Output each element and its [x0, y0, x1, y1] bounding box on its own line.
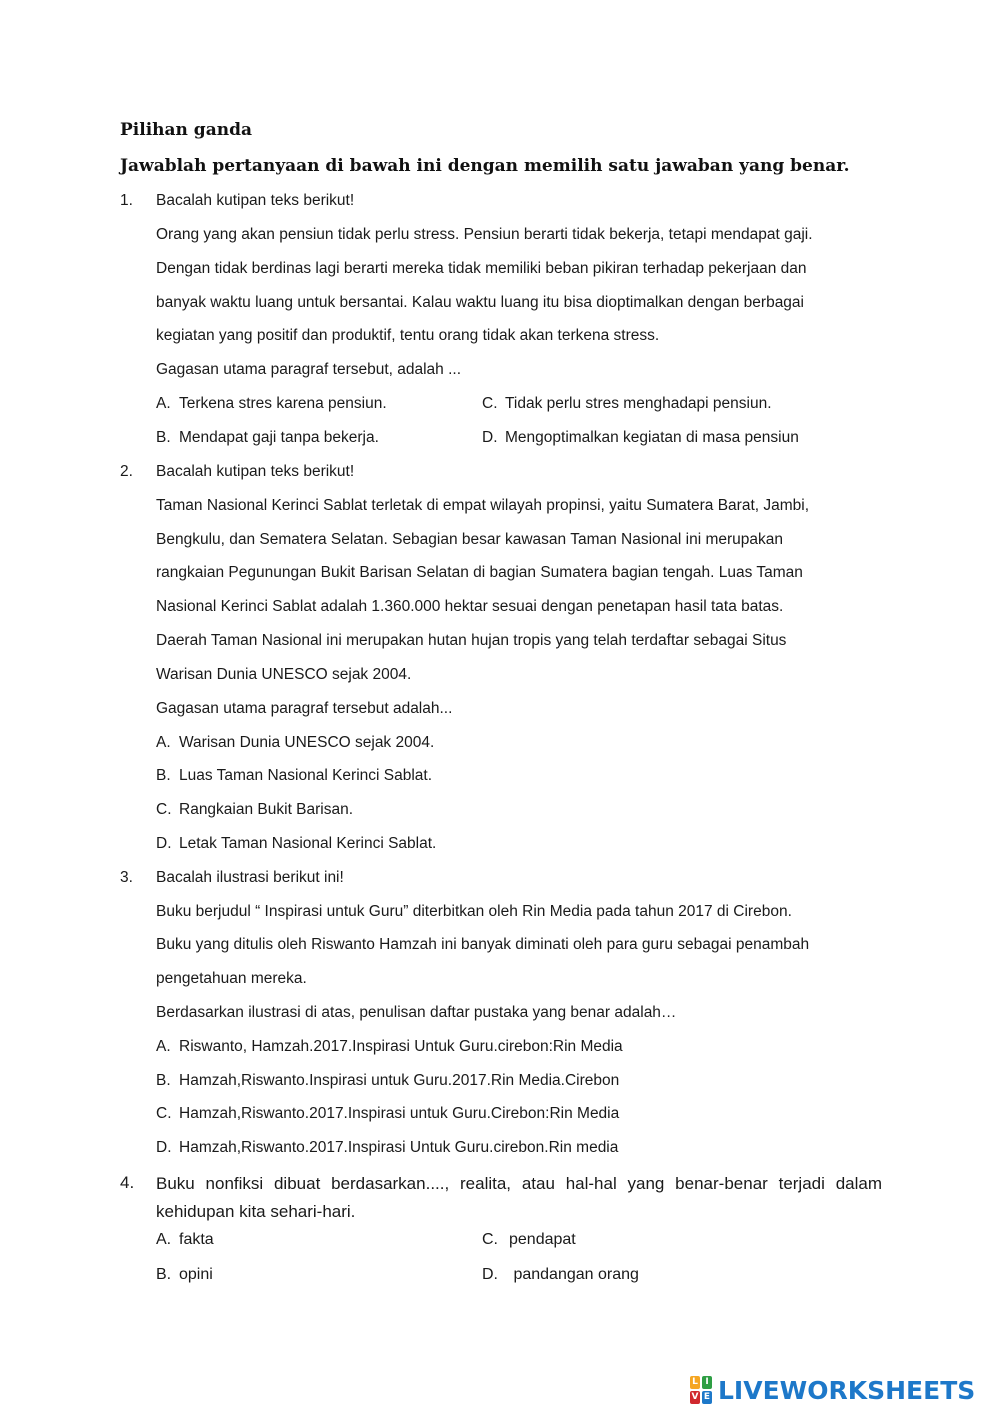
option-text: Mendapat gaji tanpa bekerja.: [179, 429, 379, 446]
option-text: Luas Taman Nasional Kerinci Sablat.: [179, 767, 433, 784]
section-title: Pilihan ganda: [120, 120, 252, 140]
option-a[interactable]: [156, 734, 434, 752]
option-a[interactable]: [156, 395, 387, 413]
logo-icon-tile: I: [702, 1376, 712, 1389]
option-letter: D.: [156, 1139, 172, 1156]
logo-icon-tile: L: [690, 1376, 700, 1389]
liveworksheets-logo-icon: [690, 1376, 712, 1404]
logo-text: LIVEWORKSHEETS: [718, 1375, 976, 1405]
option-letter: A.: [156, 1038, 171, 1055]
option-d[interactable]: [156, 1139, 618, 1157]
question-text: Berdasarkan ilustrasi di atas, penulisan daftar pustaka yang benar adalah…: [156, 1004, 677, 1021]
passage-line: kegiatan yang positif dan produktif, tentu orang tidak akan terkena stress.: [156, 327, 660, 344]
option-text: Hamzah,Riswanto.Inspirasi untuk Guru.2017.Rin Media.Cirebon: [179, 1072, 620, 1089]
option-b[interactable]: [156, 767, 432, 785]
question-number: 1.: [120, 192, 133, 209]
passage-line: Warisan Dunia UNESCO sejak 2004.: [156, 666, 412, 683]
passage-line: Dengan tidak berdinas lagi berarti mereka tidak memiliki beban pikiran terhadap pekerjaan dan: [156, 260, 807, 277]
question-text: Gagasan utama paragraf tersebut adalah...: [156, 700, 453, 717]
option-letter: B.: [156, 429, 171, 446]
option-text: Riswanto, Hamzah.2017.Inspirasi Untuk Guru.cirebon:Rin Media: [179, 1038, 623, 1055]
option-d[interactable]: [482, 1266, 639, 1284]
option-text: Letak Taman Nasional Kerinci Sablat.: [179, 835, 437, 852]
passage-line: Buku yang ditulis oleh Riswanto Hamzah ini banyak diminati oleh para guru sebagai penambah: [156, 936, 810, 953]
option-d[interactable]: [482, 429, 799, 447]
option-c[interactable]: [156, 1105, 619, 1123]
passage-line: Orang yang akan pensiun tidak perlu stress. Pensiun berarti tidak bekerja, tetapi mendapat gaji.: [156, 226, 813, 243]
passage-line: pengetahuan mereka.: [156, 970, 307, 987]
passage-line: Daerah Taman Nasional ini merupakan hutan hujan tropis yang telah terdaftar sebagai Situs: [156, 632, 787, 649]
passage-line: Nasional Kerinci Sablat adalah 1.360.000 hektar sesuai dengan penetapan hasil tata batas.: [156, 598, 784, 615]
option-letter: A.: [156, 1231, 172, 1248]
option-letter: D.: [156, 835, 172, 852]
option-letter: B.: [156, 1072, 171, 1089]
option-text: Hamzah,Riswanto.2017.Inspirasi Untuk Guru.cirebon.Rin media: [179, 1139, 619, 1156]
option-text: Hamzah,Riswanto.2017.Inspirasi untuk Guru.Cirebon:Rin Media: [179, 1105, 620, 1122]
question-number: 3.: [120, 869, 133, 886]
option-b[interactable]: [156, 1266, 213, 1284]
passage-line: Bengkulu, dan Sematera Selatan. Sebagian besar kawasan Taman Nasional ini merupakan: [156, 531, 784, 548]
option-letter: B.: [156, 767, 171, 784]
logo-icon-tile: V: [691, 1392, 699, 1402]
option-letter: D.: [482, 429, 498, 446]
question-number: 4.: [120, 1173, 135, 1192]
question-prompt: Bacalah ilustrasi berikut ini!: [156, 869, 344, 886]
passage-line: Buku berjudul “ Inspirasi untuk Guru” diterbitkan oleh Rin Media pada tahun 2017 di Cirebon.: [156, 903, 792, 920]
passage-line: banyak waktu luang untuk bersantai. Kalau waktu luang itu bisa dioptimalkan dengan berbagai: [156, 294, 804, 311]
logo-icon-tile: E: [703, 1392, 711, 1402]
option-d[interactable]: [156, 835, 436, 853]
question-prompt: Bacalah kutipan teks berikut!: [156, 192, 355, 209]
option-a[interactable]: [156, 1231, 214, 1249]
liveworksheets-logo[interactable]: [690, 1374, 975, 1406]
option-a[interactable]: [156, 1038, 623, 1056]
option-text: opini: [179, 1266, 213, 1283]
option-c[interactable]: [482, 395, 772, 413]
option-text: pandangan orang: [509, 1266, 639, 1283]
option-letter: C.: [156, 801, 172, 818]
passage-line: rangkaian Pegunungan Bukit Barisan Selatan di bagian Sumatera bagian tengah. Luas Taman: [156, 564, 803, 581]
option-letter: A.: [156, 734, 171, 751]
option-text: Warisan Dunia UNESCO sejak 2004.: [179, 734, 435, 751]
question-text: Gagasan utama paragraf tersebut, adalah ...: [156, 361, 462, 378]
option-letter: C.: [156, 1105, 172, 1122]
option-letter: A.: [156, 395, 171, 412]
option-c[interactable]: [156, 801, 353, 819]
passage-line: Taman Nasional Kerinci Sablat terletak di empat wilayah propinsi, yaitu Sumatera Barat, Jambi,: [156, 497, 810, 514]
option-b[interactable]: [156, 1072, 619, 1090]
option-letter: C.: [482, 395, 498, 412]
option-c[interactable]: [482, 1231, 576, 1249]
option-text: Mengoptimalkan kegiatan di masa pensiun: [505, 429, 799, 446]
option-letter: B.: [156, 1266, 172, 1283]
option-text: pendapat: [509, 1231, 576, 1248]
question-prompt: Bacalah kutipan teks berikut!: [156, 463, 355, 480]
option-letter: C.: [482, 1231, 498, 1248]
question-text: Buku nonfiksi dibuat berdasarkan...., realita, atau hal-hal yang benar-benar terjadi dalam kehidupan kita sehari-hari.: [156, 1174, 882, 1221]
option-text: Rangkaian Bukit Barisan.: [179, 801, 354, 818]
option-text: fakta: [179, 1231, 214, 1248]
question-number: 2.: [120, 463, 133, 480]
option-text: Terkena stres karena pensiun.: [179, 395, 387, 412]
option-text: Tidak perlu stres menghadapi pensiun.: [505, 395, 772, 412]
option-letter: D.: [482, 1266, 498, 1283]
option-b[interactable]: [156, 429, 379, 447]
instruction: Jawablah pertanyaan di bawah ini dengan memilih satu jawaban yang benar.: [120, 156, 850, 176]
